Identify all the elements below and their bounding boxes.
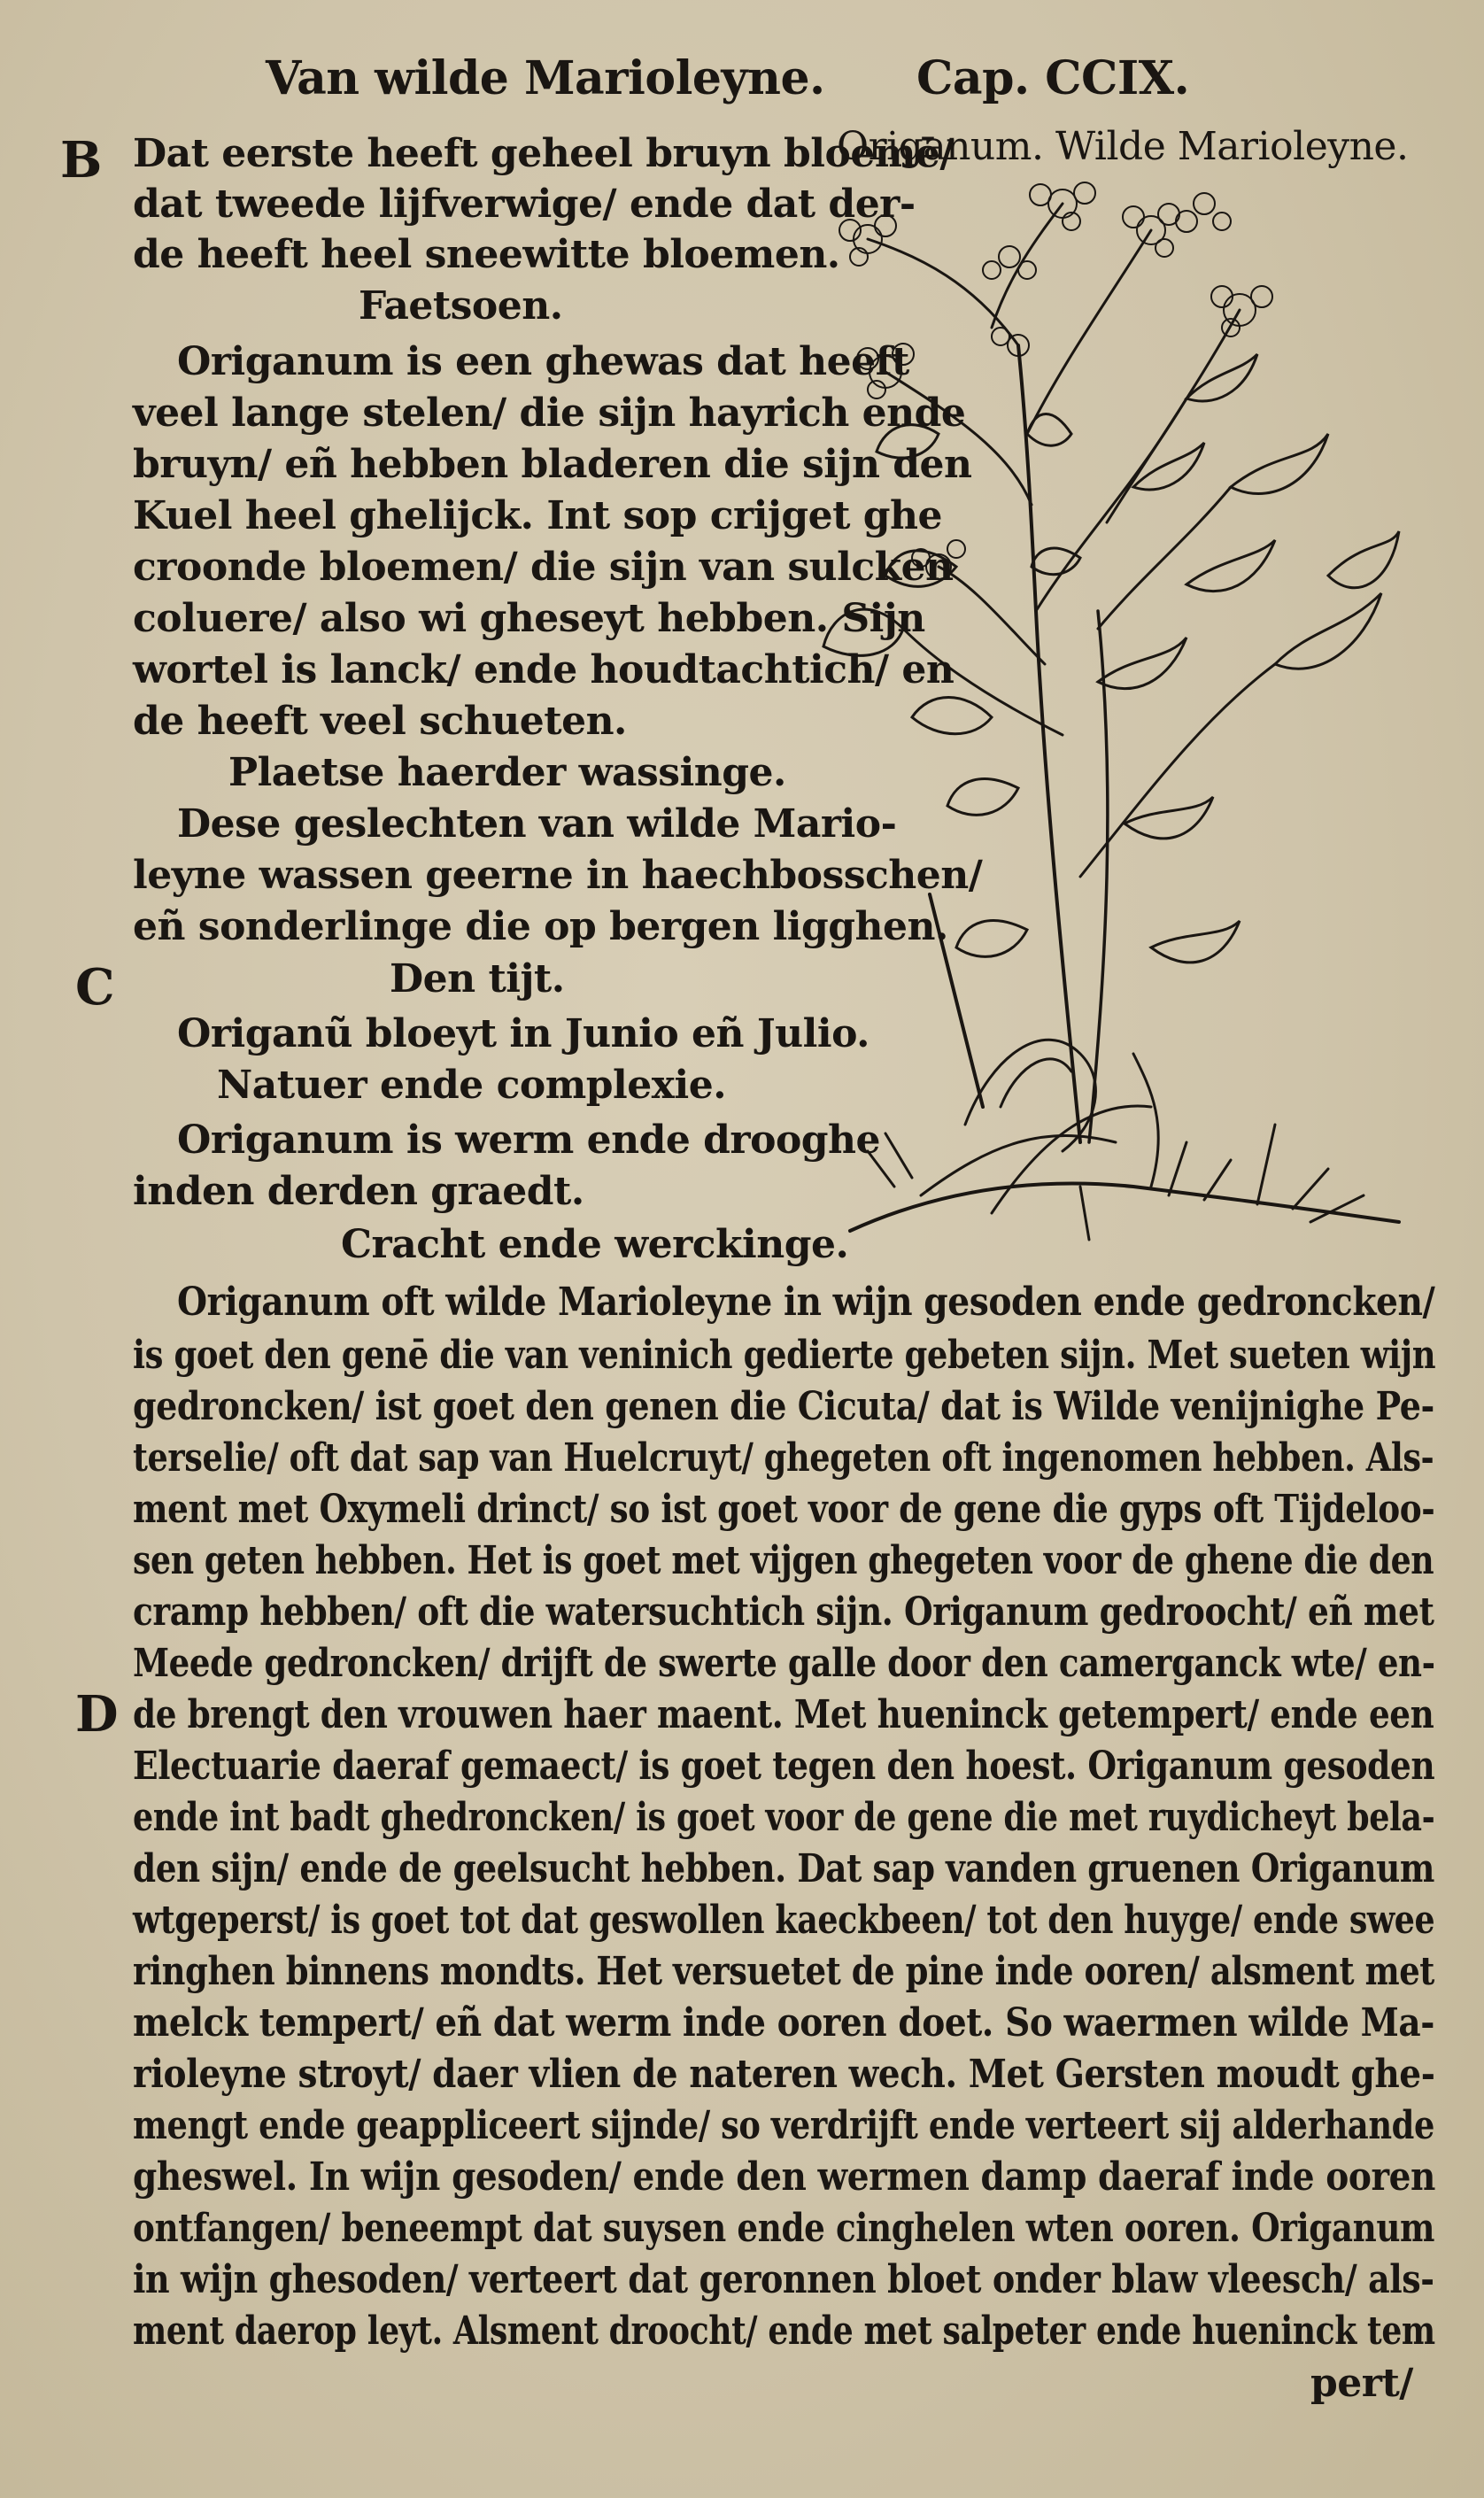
text-line: Origanum oft wilde Marioleyne in wijn gesoden ende gedroncken/ bbox=[177, 1280, 1435, 1325]
section-heading: Plaetse haerder wassinge. bbox=[228, 750, 786, 795]
text-line: Kuel heel ghelijck. Int sop crijget ghe bbox=[133, 493, 942, 538]
text-line: wtgeperst/ is goet tot dat geswollen kaeckbeen/ tot den huyge/ ende swee bbox=[133, 1898, 1435, 1943]
section-heading: Cracht ende werckinge. bbox=[341, 1222, 849, 1267]
text-line: Dese geslechten van wilde Mario- bbox=[177, 801, 897, 847]
section-heading: Faetsoen. bbox=[359, 283, 563, 329]
text-line: terselie/ oft dat sap van Huelcruyt/ ghegeten oft ingenomen hebben. Als- bbox=[133, 1435, 1434, 1481]
text-line: Meede gedroncken/ drijft de swerte galle door den camerganck wte/ en- bbox=[133, 1641, 1435, 1686]
catchword: pert/ bbox=[1310, 2361, 1413, 2406]
text-line: inden derden graedt. bbox=[133, 1169, 584, 1214]
text-line: de heeft heel sneewitte bloemen. bbox=[133, 232, 840, 277]
running-title: Van wilde Marioleyne. bbox=[266, 51, 825, 105]
text-line: den sijn/ ende de geelsucht hebben. Dat sap vanden gruenen Origanum bbox=[133, 1846, 1434, 1891]
margin-letter-d: D bbox=[75, 1685, 119, 1744]
text-line: ment met Oxymeli drinct/ so ist goet voor de gene die gyps oft Tijdeloo- bbox=[133, 1487, 1435, 1532]
text-line: ment daerop leyt. Alsment droocht/ ende met salpeter ende hueninck tem bbox=[133, 2309, 1435, 2354]
text-line: de brengt den vrouwen haer maent. Met hueninck getempert/ ende een bbox=[133, 1692, 1434, 1737]
margin-letter-b: B bbox=[60, 131, 103, 189]
section-heading: Natuer ende complexie. bbox=[217, 1063, 727, 1108]
text-line: dat tweede lijfverwige/ ende dat der- bbox=[133, 182, 916, 227]
figure-caption: Origanum. Wilde Marioleyne. bbox=[837, 124, 1409, 169]
section-heading: Den tijt. bbox=[390, 956, 565, 1002]
text-line: Origanum is werm ende drooghe bbox=[177, 1118, 881, 1163]
text-line: bruyn/ eñ hebben bladeren die sijn den bbox=[133, 442, 972, 487]
text-line: is goet den genē die van veninich gedierte gebeten sijn. Met sueten wijn bbox=[133, 1333, 1436, 1378]
text-line: Origanũ bloeyt in Junio eñ Julio. bbox=[177, 1011, 870, 1056]
text-line: sen geten hebben. Het is goet met vijgen ghegeten voor de ghene die den bbox=[133, 1538, 1434, 1583]
margin-letter-c: C bbox=[75, 958, 115, 1017]
plant-illustration bbox=[815, 168, 1417, 1257]
text-line: in wijn ghesoden/ verteert dat geronnen bloet onder blaw vleesch/ als- bbox=[133, 2257, 1434, 2302]
text-line: Electuarie daeraf gemaect/ is goet tegen den hoest. Origanum gesoden bbox=[133, 1744, 1435, 1789]
text-line: gedroncken/ ist goet den genen die Cicuta/ dat is Wilde venijnighe Pe- bbox=[133, 1384, 1434, 1429]
text-line: Dat eerste heeft geheel bruyn bloemē/ bbox=[133, 131, 954, 176]
text-line: coluere/ also wi gheseyt hebben. Sijn bbox=[133, 596, 925, 641]
text-line: de heeft veel schueten. bbox=[133, 699, 627, 744]
text-line: Origanum is een ghewas dat heeft bbox=[177, 339, 909, 384]
text-line: leyne wassen geerne in haechbosschen/ bbox=[133, 853, 983, 898]
text-line: wortel is lanck/ ende houdtachtich/ en bbox=[133, 647, 955, 692]
text-line: mengt ende geappliceert sijnde/ so verdrijft ende verteert sij alderhande bbox=[133, 2103, 1434, 2148]
text-line: veel lange stelen/ die sijn hayrich ende bbox=[133, 391, 966, 436]
text-line: cramp hebben/ oft die watersuchtich sijn. Origanum gedroocht/ eñ met bbox=[133, 1589, 1434, 1635]
text-line: ende int badt ghedroncken/ is goet voor de gene die met ruydicheyt bela- bbox=[133, 1795, 1435, 1840]
text-line: rioleyne stroyt/ daer vlien de nateren wech. Met Gersten moudt ghe- bbox=[133, 2052, 1435, 2097]
text-line: gheswel. In wijn gesoden/ ende den wermen damp daeraf inde ooren bbox=[133, 2154, 1435, 2200]
text-line: croonde bloemen/ die sijn van sulcken bbox=[133, 545, 954, 590]
text-line: ringhen binnens mondts. Het versuetet de pine inde ooren/ alsment met bbox=[133, 1949, 1434, 1994]
text-line: ontfangen/ beneempt dat suysen ende cinghelen wten ooren. Origanum bbox=[133, 2206, 1435, 2251]
text-line: eñ sonderlinge die op bergen ligghen. bbox=[133, 904, 948, 949]
text-line: melck tempert/ eñ dat werm inde ooren doet. So waermen wilde Ma- bbox=[133, 2000, 1435, 2046]
chapter-number: Cap. CCIX. bbox=[916, 51, 1190, 105]
